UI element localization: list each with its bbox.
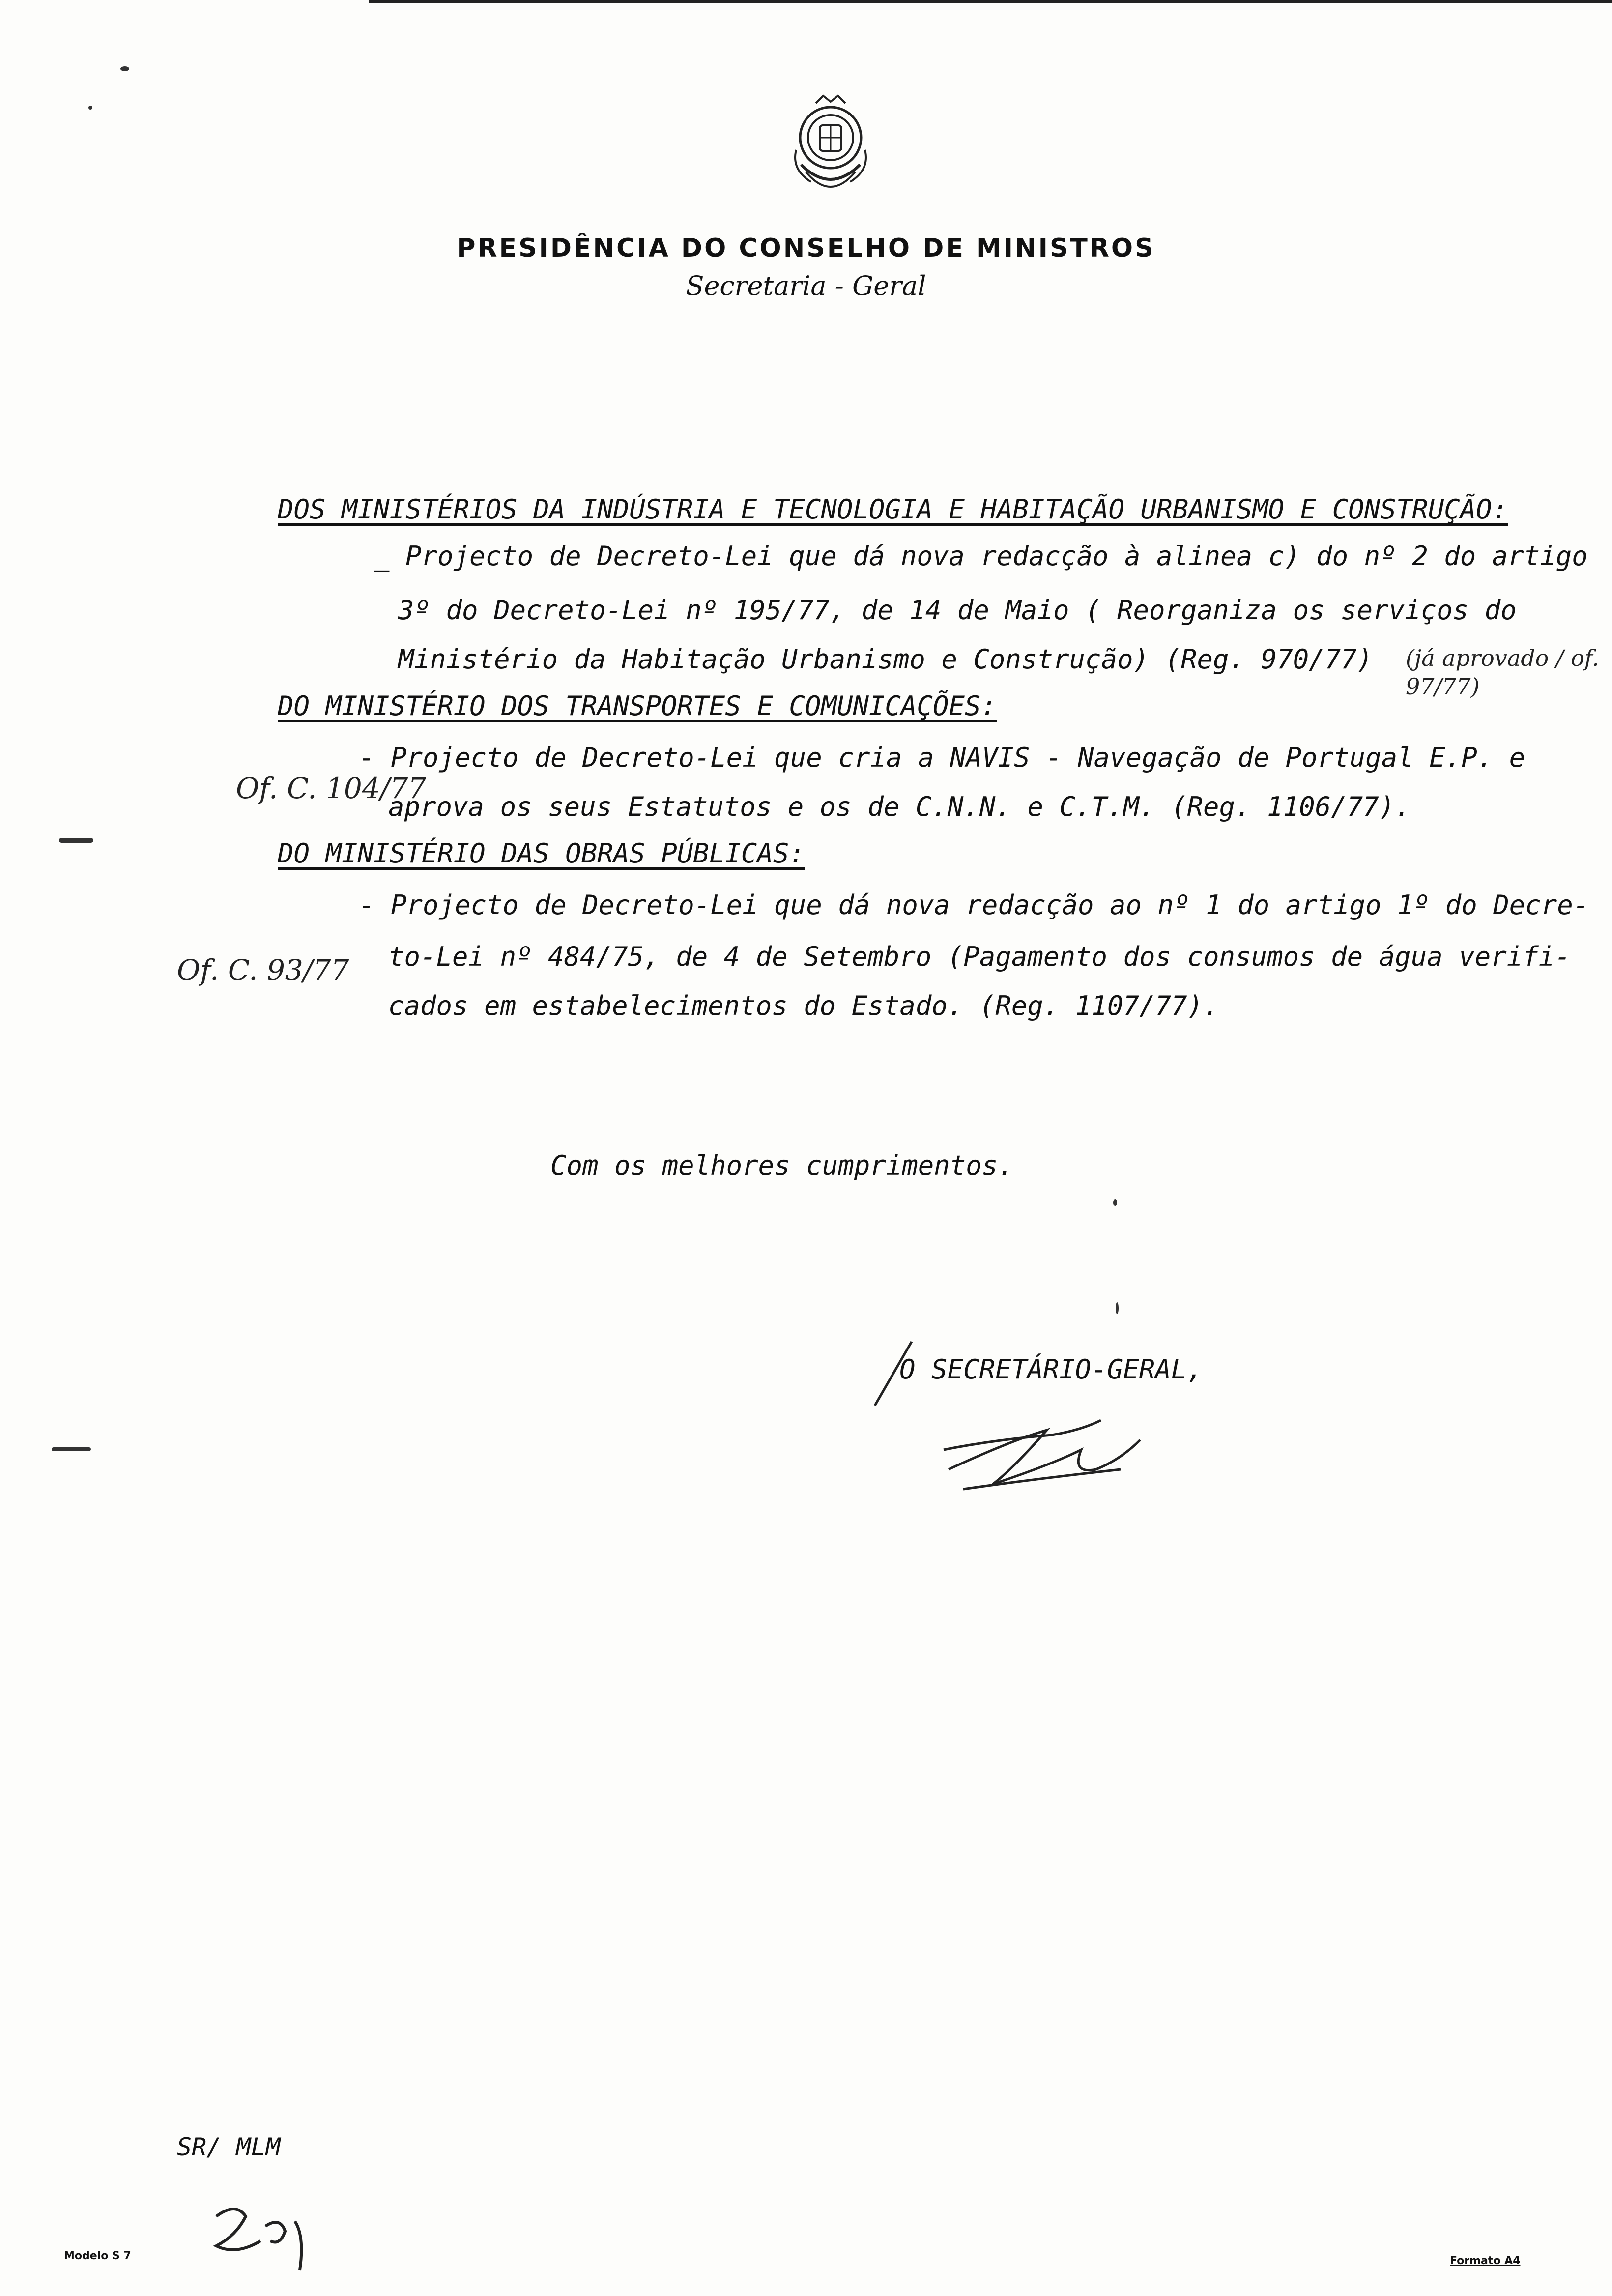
section-heading-transportes: DO MINISTÉRIO DOS TRANSPORTES E COMUNICAÇÕES: (278, 690, 997, 721)
scan-speck (1116, 1302, 1119, 1314)
institution-title: PRESIDÊNCIA DO CONSELHO DE MINISTROS (457, 233, 1155, 263)
section-1-line-3: Ministério da Habitação Urbanismo e Construção) (Reg. 970/77) (398, 644, 1373, 675)
section-3-line-2: to-Lei nº 484/75, de 4 de Setembro (Pagamento dos consumos de água verifi- (388, 941, 1571, 972)
scan-speck (120, 66, 129, 71)
scan-speck (1113, 1199, 1117, 1206)
scan-speck (88, 106, 92, 110)
section-3-line-1: - Projecto de Decreto-Lei que dá nova redacção ao nº 1 do artigo 1º do Decre- (359, 890, 1589, 920)
form-model-label: Modelo S 7 (64, 2250, 131, 2262)
handwritten-signature (934, 1410, 1160, 1509)
handwritten-note-approved: (já aprovado / of. 97/77) (1406, 645, 1599, 700)
paper-format-label: Formato A4 (1450, 2255, 1521, 2267)
section-heading-industria-habitacao: DOS MINISTÉRIOS DA INDÚSTRIA E TECNOLOGIA E HABITAÇÃO URBANISMO E CONSTRUÇÃO: (278, 494, 1508, 525)
section-1-line-1: _ Projecto de Decreto-Lei que dá nova redacção à alinea c) do nº 2 do artigo (374, 541, 1588, 572)
reference-initials: SR/ MLM (177, 2133, 281, 2161)
coat-of-arms-icon (781, 91, 880, 209)
section-heading-obras-publicas: DO MINISTÉRIO DAS OBRAS PÚBLICAS: (278, 838, 805, 869)
scan-speck (59, 838, 93, 843)
handwritten-note-of-93: Of. C. 93/77 (177, 953, 349, 987)
section-2-line-1: - Projecto de Decreto-Lei que cria a NAVIS - Navegação de Portugal E.P. e (359, 742, 1526, 773)
closing-greeting: Com os melhores cumprimentos. (550, 1150, 1014, 1181)
department-subtitle: Secretaria - Geral (686, 270, 926, 301)
signatory-flourish-mark (865, 1337, 919, 1410)
top-edge-rule (369, 0, 1612, 3)
section-3-line-3: cados em estabelecimentos do Estado. (Reg. 1107/77). (388, 990, 1219, 1021)
section-2-line-2: aprova os seus Estatutos e os de C.N.N. e C.T.M. (Reg. 1106/77). (388, 791, 1411, 822)
signatory-title: O SECRETÁRIO-GERAL, (899, 1354, 1203, 1385)
scan-speck (52, 1447, 91, 1451)
handwritten-note-of-104: Of. C. 104/77 (236, 772, 427, 805)
section-1-line-2: 3º do Decreto-Lei nº 195/77, de 14 de Maio ( Reorganiza os serviços do (398, 595, 1517, 626)
handwritten-page-mark (206, 2197, 324, 2275)
